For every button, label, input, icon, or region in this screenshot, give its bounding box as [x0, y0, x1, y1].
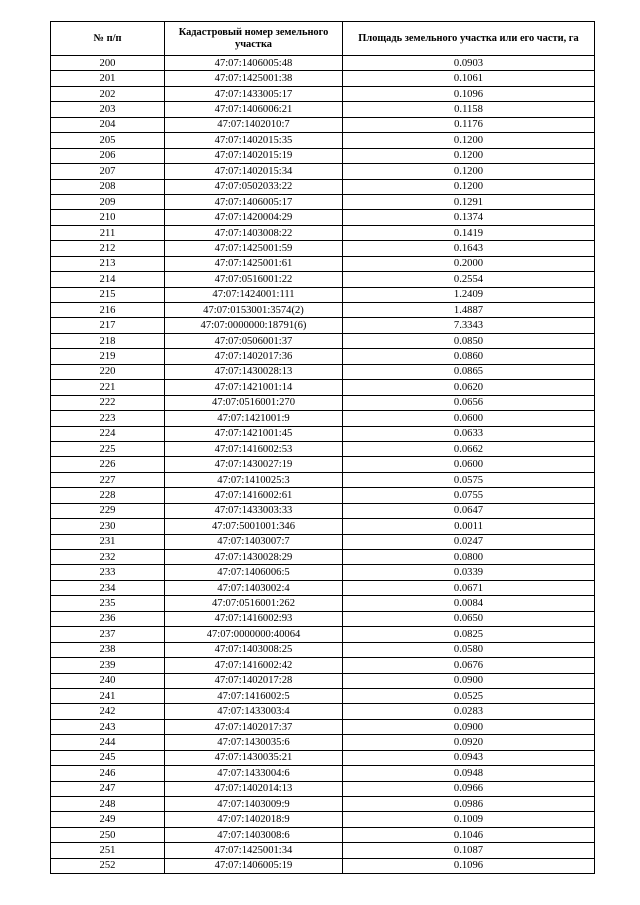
table-row	[51, 164, 595, 179]
row-number-cell: 247	[51, 781, 165, 796]
row-number-cell: 225	[51, 441, 165, 456]
area-cell: 7.3343	[343, 318, 595, 333]
row-number-cell: 231	[51, 534, 165, 549]
cadastral-number-cell: 47:07:1421001:9	[165, 411, 343, 426]
row-number-cell: 242	[51, 704, 165, 719]
table-row	[51, 719, 595, 734]
row-number-cell: 243	[51, 719, 165, 734]
table-row	[51, 627, 595, 642]
table-row	[51, 287, 595, 302]
row-number-cell: 234	[51, 580, 165, 595]
row-number-cell: 232	[51, 550, 165, 565]
cadastral-number-cell: 47:07:1425001:61	[165, 256, 343, 271]
cadastral-number-cell: 47:07:1425001:34	[165, 843, 343, 858]
area-cell: 0.1087	[343, 843, 595, 858]
cadastral-number-cell: 47:07:1402014:13	[165, 781, 343, 796]
area-cell: 0.0920	[343, 735, 595, 750]
table-row	[51, 658, 595, 673]
cadastral-number-cell: 47:07:1406005:19	[165, 858, 343, 873]
area-cell: 0.1046	[343, 827, 595, 842]
row-number-cell: 217	[51, 318, 165, 333]
area-cell: 0.0662	[343, 441, 595, 456]
row-number-cell: 250	[51, 827, 165, 842]
area-cell: 0.0966	[343, 781, 595, 796]
cadastral-number-cell: 47:07:1402015:35	[165, 133, 343, 148]
area-cell: 0.1200	[343, 164, 595, 179]
area-cell: 0.0575	[343, 472, 595, 487]
area-cell: 0.0850	[343, 333, 595, 348]
area-cell: 0.0671	[343, 580, 595, 595]
table-row	[51, 766, 595, 781]
row-number-cell: 219	[51, 349, 165, 364]
row-number-cell: 202	[51, 86, 165, 101]
column-header-cadastral-number: Кадастровый номер земельного участка	[165, 22, 343, 56]
area-cell: 0.0011	[343, 519, 595, 534]
cadastral-number-cell: 47:07:1430028:13	[165, 364, 343, 379]
area-cell: 0.1096	[343, 86, 595, 101]
table-row	[51, 735, 595, 750]
table-row	[51, 503, 595, 518]
row-number-cell: 246	[51, 766, 165, 781]
area-cell: 0.1419	[343, 225, 595, 240]
row-number-cell: 211	[51, 225, 165, 240]
cadastral-number-cell: 47:07:1430028:29	[165, 550, 343, 565]
area-cell: 0.0247	[343, 534, 595, 549]
area-cell: 0.1009	[343, 812, 595, 827]
area-cell: 1.2409	[343, 287, 595, 302]
cadastral-number-cell: 47:07:0516001:262	[165, 596, 343, 611]
table-row	[51, 256, 595, 271]
cadastral-number-cell: 47:07:0000000:18791(6)	[165, 318, 343, 333]
area-cell: 0.0900	[343, 673, 595, 688]
cadastral-number-cell: 47:07:1406006:5	[165, 565, 343, 580]
table-row	[51, 333, 595, 348]
cadastral-number-cell: 47:07:0516001:22	[165, 272, 343, 287]
table-row	[51, 642, 595, 657]
area-cell: 0.0825	[343, 627, 595, 642]
table-row	[51, 86, 595, 101]
table-row	[51, 441, 595, 456]
cadastral-number-cell: 47:07:1402010:7	[165, 117, 343, 132]
area-cell: 0.1096	[343, 858, 595, 873]
area-cell: 0.0800	[343, 550, 595, 565]
table-row	[51, 426, 595, 441]
area-cell: 0.2554	[343, 272, 595, 287]
table-row	[51, 117, 595, 132]
area-cell: 0.0525	[343, 688, 595, 703]
row-number-cell: 251	[51, 843, 165, 858]
document-page	[50, 21, 594, 874]
table-row	[51, 225, 595, 240]
cadastral-number-cell: 47:07:1416002:5	[165, 688, 343, 703]
cadastral-number-cell: 47:07:1403009:9	[165, 797, 343, 812]
cadastral-number-cell: 47:07:1403008:25	[165, 642, 343, 657]
row-number-cell: 252	[51, 858, 165, 873]
table-row	[51, 858, 595, 873]
row-number-cell: 244	[51, 735, 165, 750]
table-row	[51, 56, 595, 71]
table-row	[51, 349, 595, 364]
cadastral-number-cell: 47:07:5001001:346	[165, 519, 343, 534]
area-cell: 0.1200	[343, 133, 595, 148]
cadastral-number-cell: 47:07:1433003:4	[165, 704, 343, 719]
cadastral-number-cell: 47:07:1403008:6	[165, 827, 343, 842]
cadastral-number-cell: 47:07:1410025:3	[165, 472, 343, 487]
table-row	[51, 596, 595, 611]
table-row	[51, 534, 595, 549]
cadastral-number-cell: 47:07:1433004:6	[165, 766, 343, 781]
row-number-cell: 226	[51, 457, 165, 472]
table-row	[51, 688, 595, 703]
row-number-cell: 229	[51, 503, 165, 518]
area-cell: 0.0948	[343, 766, 595, 781]
cadastral-number-cell: 47:07:1420004:29	[165, 210, 343, 225]
cadastral-number-cell: 47:07:1430027:19	[165, 457, 343, 472]
row-number-cell: 206	[51, 148, 165, 163]
table-row	[51, 488, 595, 503]
table-row	[51, 395, 595, 410]
table-row	[51, 781, 595, 796]
table-row	[51, 380, 595, 395]
area-cell: 0.0755	[343, 488, 595, 503]
area-cell: 0.1643	[343, 241, 595, 256]
cadastral-number-cell: 47:07:1416002:42	[165, 658, 343, 673]
cadastral-number-cell: 47:07:1425001:38	[165, 71, 343, 86]
area-cell: 0.0865	[343, 364, 595, 379]
row-number-cell: 214	[51, 272, 165, 287]
cadastral-number-cell: 47:07:0506001:37	[165, 333, 343, 348]
row-number-cell: 201	[51, 71, 165, 86]
table-row	[51, 704, 595, 719]
area-cell: 0.1061	[343, 71, 595, 86]
table-row	[51, 472, 595, 487]
row-number-cell: 203	[51, 102, 165, 117]
cadastral-number-cell: 47:07:0000000:40064	[165, 627, 343, 642]
table-row	[51, 71, 595, 86]
table-row	[51, 457, 595, 472]
cadastral-number-cell: 47:07:1402018:9	[165, 812, 343, 827]
row-number-cell: 208	[51, 179, 165, 194]
row-number-cell: 223	[51, 411, 165, 426]
cadastral-number-cell: 47:07:1416002:53	[165, 441, 343, 456]
cadastral-number-cell: 47:07:1424001:111	[165, 287, 343, 302]
cadastral-number-cell: 47:07:0516001:270	[165, 395, 343, 410]
table-row	[51, 303, 595, 318]
table-row	[51, 673, 595, 688]
row-number-cell: 239	[51, 658, 165, 673]
area-cell: 0.1176	[343, 117, 595, 132]
row-number-cell: 224	[51, 426, 165, 441]
table-row	[51, 411, 595, 426]
area-cell: 0.0620	[343, 380, 595, 395]
row-number-cell: 207	[51, 164, 165, 179]
row-number-cell: 222	[51, 395, 165, 410]
row-number-cell: 220	[51, 364, 165, 379]
table-row	[51, 812, 595, 827]
area-cell: 0.0650	[343, 611, 595, 626]
table-row	[51, 611, 595, 626]
cadastral-number-cell: 47:07:1403008:22	[165, 225, 343, 240]
area-cell: 1.4887	[343, 303, 595, 318]
table-row	[51, 827, 595, 842]
cadastral-number-cell: 47:07:1430035:6	[165, 735, 343, 750]
cadastral-number-cell: 47:07:1402015:19	[165, 148, 343, 163]
row-number-cell: 200	[51, 56, 165, 71]
area-cell: 0.2000	[343, 256, 595, 271]
cadastral-number-cell: 47:07:1416002:61	[165, 488, 343, 503]
area-cell: 0.0943	[343, 750, 595, 765]
cadastral-number-cell: 47:07:1421001:45	[165, 426, 343, 441]
row-number-cell: 213	[51, 256, 165, 271]
area-cell: 0.1374	[343, 210, 595, 225]
table-row	[51, 179, 595, 194]
row-number-cell: 204	[51, 117, 165, 132]
table-row	[51, 364, 595, 379]
area-cell: 0.0633	[343, 426, 595, 441]
row-number-cell: 215	[51, 287, 165, 302]
area-cell: 0.0860	[343, 349, 595, 364]
area-cell: 0.0647	[343, 503, 595, 518]
table-row	[51, 133, 595, 148]
column-header-area: Площадь земельного участка или его части, га	[343, 22, 595, 56]
table-body	[51, 56, 595, 874]
row-number-cell: 228	[51, 488, 165, 503]
area-cell: 0.1200	[343, 148, 595, 163]
area-cell: 0.0676	[343, 658, 595, 673]
table-header-row	[51, 22, 595, 56]
table-row	[51, 272, 595, 287]
row-number-cell: 221	[51, 380, 165, 395]
row-number-cell: 237	[51, 627, 165, 642]
area-cell: 0.1158	[343, 102, 595, 117]
table-row	[51, 750, 595, 765]
area-cell: 0.0339	[343, 565, 595, 580]
area-cell: 0.0600	[343, 457, 595, 472]
area-cell: 0.0283	[343, 704, 595, 719]
row-number-cell: 205	[51, 133, 165, 148]
table-row	[51, 580, 595, 595]
row-number-cell: 210	[51, 210, 165, 225]
table-row	[51, 797, 595, 812]
table-row	[51, 241, 595, 256]
table-row	[51, 148, 595, 163]
cadastral-number-cell: 47:07:0502033:22	[165, 179, 343, 194]
area-cell: 0.0084	[343, 596, 595, 611]
cadastral-number-cell: 47:07:1406006:21	[165, 102, 343, 117]
cadastral-number-cell: 47:07:1421001:14	[165, 380, 343, 395]
area-cell: 0.1200	[343, 179, 595, 194]
cadastral-number-cell: 47:07:1430035:21	[165, 750, 343, 765]
table-row	[51, 318, 595, 333]
cadastral-number-cell: 47:07:1433003:33	[165, 503, 343, 518]
row-number-cell: 230	[51, 519, 165, 534]
row-number-cell: 238	[51, 642, 165, 657]
table-row	[51, 565, 595, 580]
row-number-cell: 236	[51, 611, 165, 626]
row-number-cell: 241	[51, 688, 165, 703]
area-cell: 0.0580	[343, 642, 595, 657]
row-number-cell: 240	[51, 673, 165, 688]
cadastral-number-cell: 47:07:1402015:34	[165, 164, 343, 179]
cadastral-number-cell: 47:07:1402017:37	[165, 719, 343, 734]
row-number-cell: 218	[51, 333, 165, 348]
cadastral-number-cell: 47:07:1416002:93	[165, 611, 343, 626]
cadastral-number-cell: 47:07:1406005:17	[165, 194, 343, 209]
cadastral-number-cell: 47:07:1402017:28	[165, 673, 343, 688]
row-number-cell: 233	[51, 565, 165, 580]
row-number-cell: 235	[51, 596, 165, 611]
land-plots-table	[50, 21, 595, 874]
row-number-cell: 227	[51, 472, 165, 487]
table-row	[51, 843, 595, 858]
area-cell: 0.0600	[343, 411, 595, 426]
cadastral-number-cell: 47:07:1402017:36	[165, 349, 343, 364]
area-cell: 0.0900	[343, 719, 595, 734]
cadastral-number-cell: 47:07:1403002:4	[165, 580, 343, 595]
cadastral-number-cell: 47:07:1406005:48	[165, 56, 343, 71]
column-header-number: № п/п	[51, 22, 165, 56]
table-row	[51, 194, 595, 209]
cadastral-number-cell: 47:07:1403007:7	[165, 534, 343, 549]
row-number-cell: 249	[51, 812, 165, 827]
area-cell: 0.0903	[343, 56, 595, 71]
cadastral-number-cell: 47:07:1433005:17	[165, 86, 343, 101]
cadastral-number-cell: 47:07:0153001:3574(2)	[165, 303, 343, 318]
cadastral-number-cell: 47:07:1425001:59	[165, 241, 343, 256]
row-number-cell: 245	[51, 750, 165, 765]
row-number-cell: 216	[51, 303, 165, 318]
table-row	[51, 550, 595, 565]
row-number-cell: 209	[51, 194, 165, 209]
row-number-cell: 248	[51, 797, 165, 812]
area-cell: 0.1291	[343, 194, 595, 209]
area-cell: 0.0986	[343, 797, 595, 812]
area-cell: 0.0656	[343, 395, 595, 410]
row-number-cell: 212	[51, 241, 165, 256]
table-row	[51, 102, 595, 117]
table-row	[51, 519, 595, 534]
table-row	[51, 210, 595, 225]
